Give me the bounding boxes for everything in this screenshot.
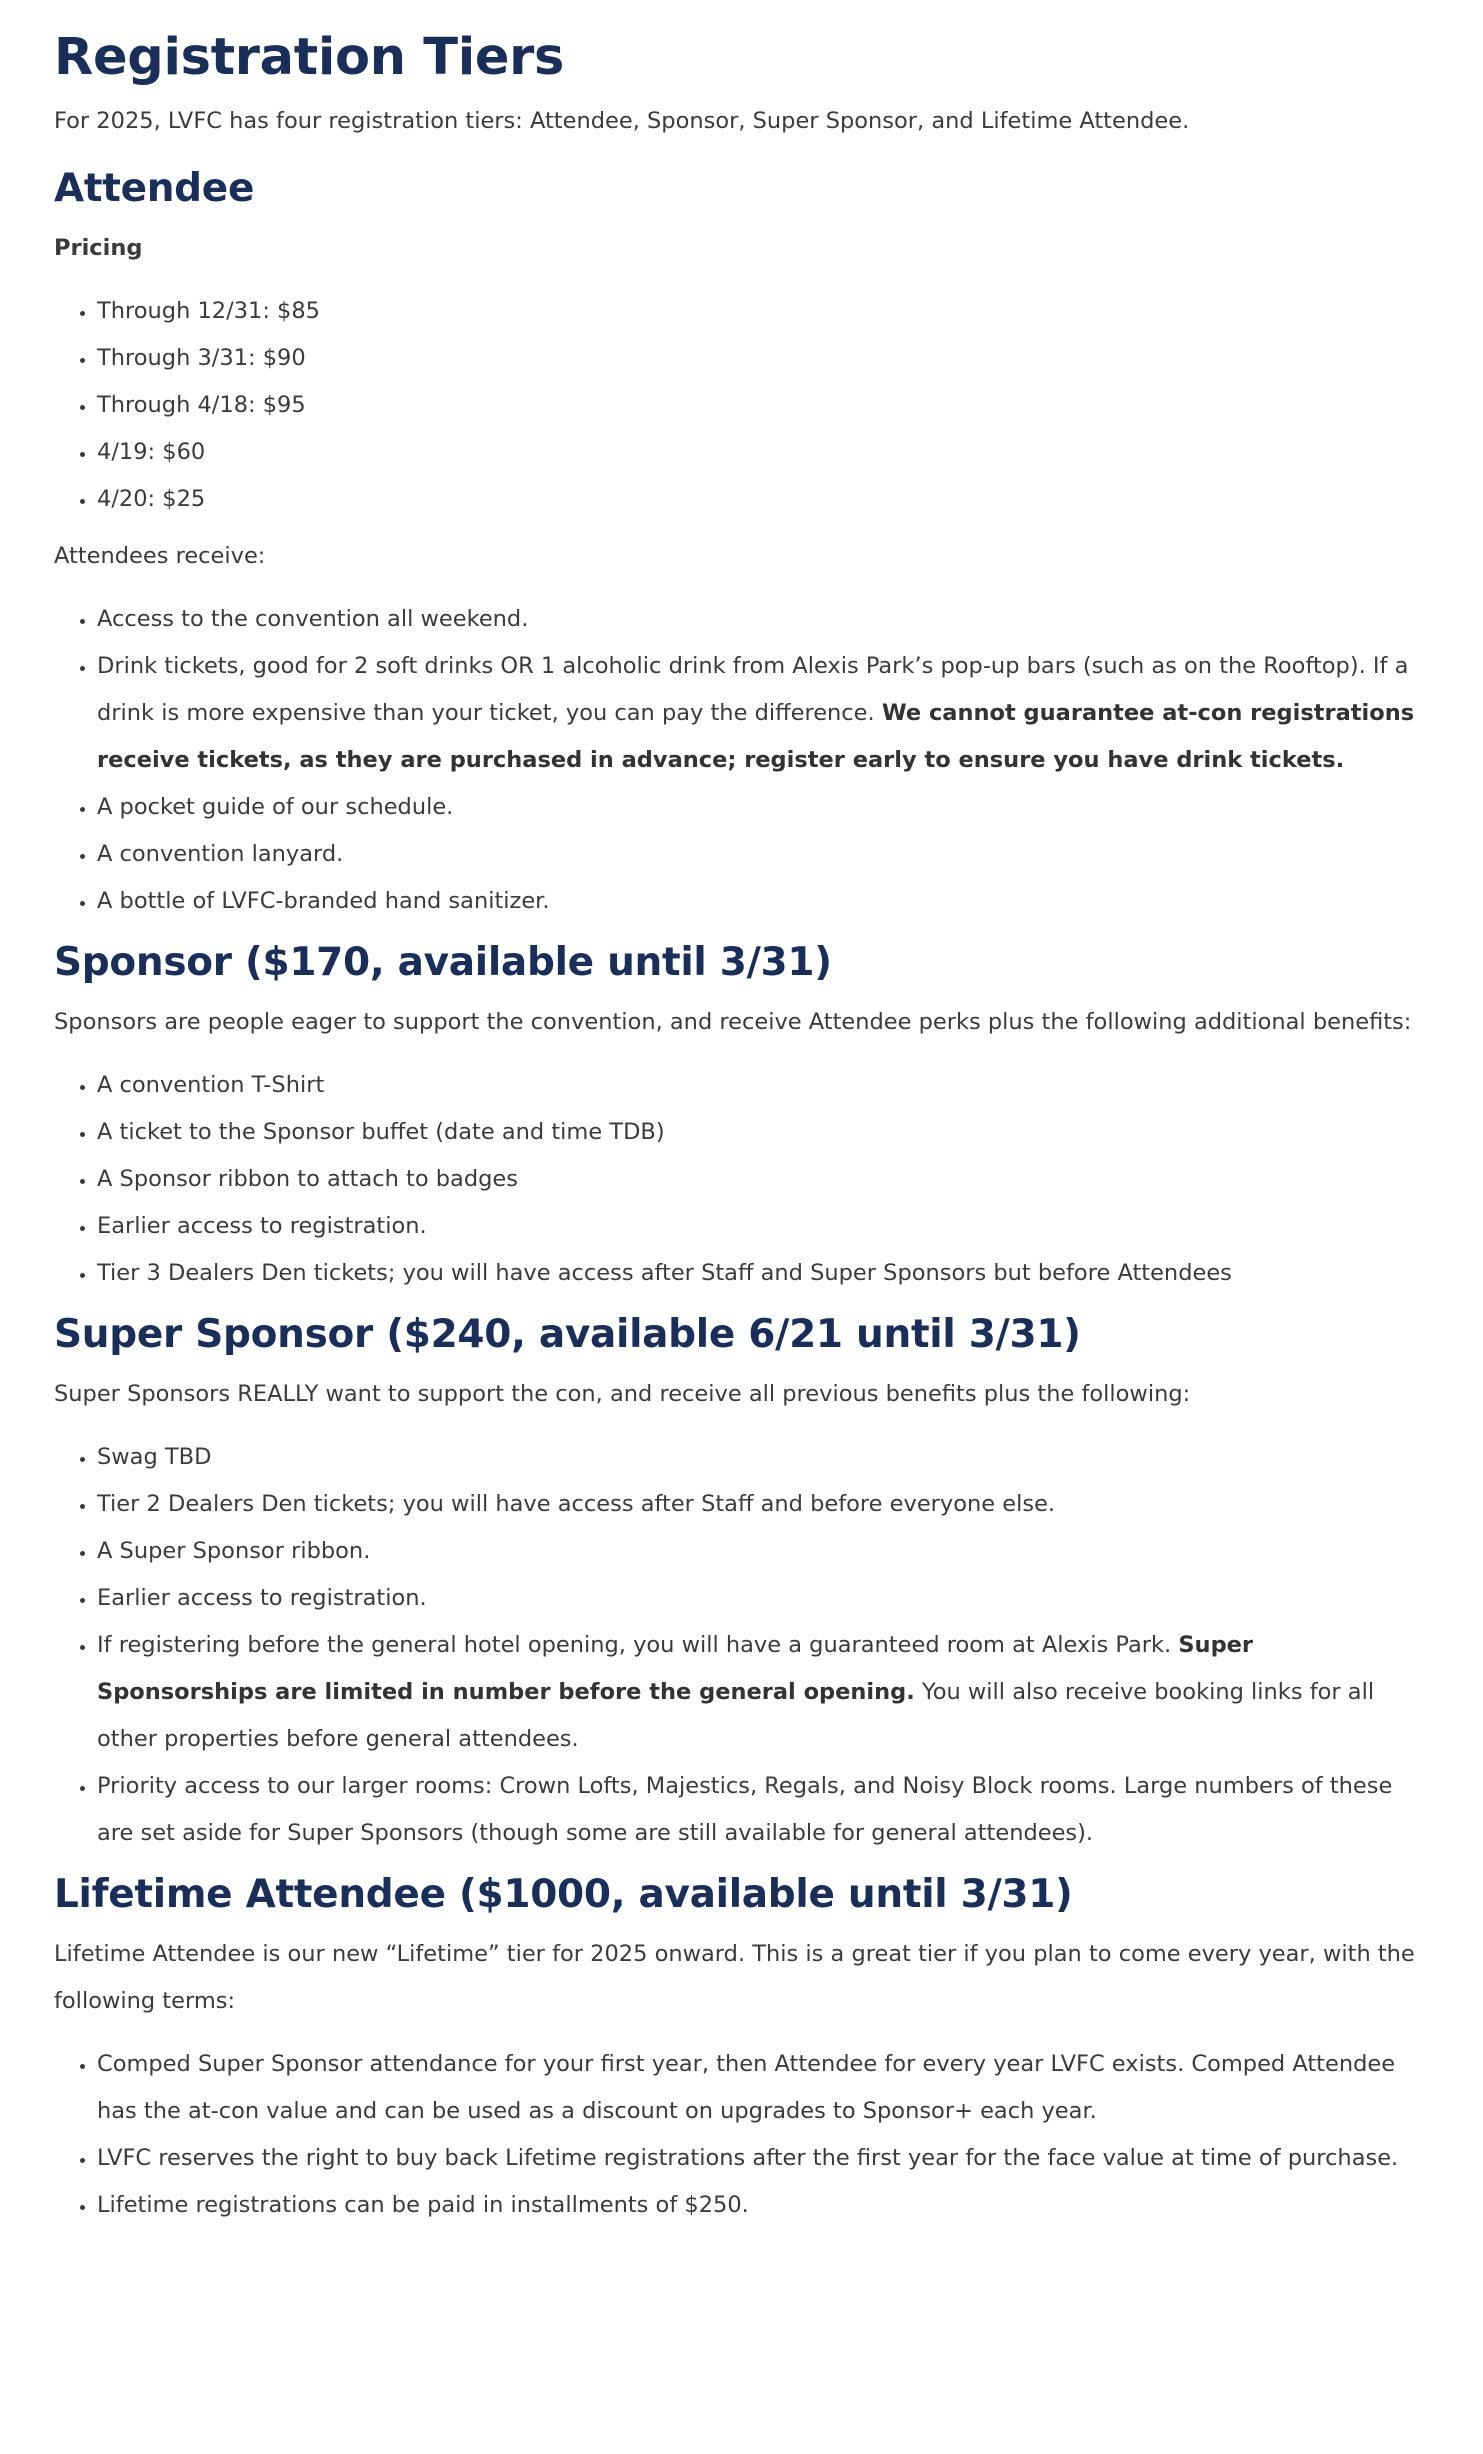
attendee-section	[54, 161, 1429, 925]
lifetime-section	[54, 1867, 1429, 2229]
list-item: • Through 12/31: $85	[97, 288, 1429, 335]
pricing-label: Pricing	[54, 235, 143, 261]
sponsor-section	[54, 935, 1429, 1297]
super-sponsor-heading: Super Sponsor ($240, available 6/21 until 3/31)	[54, 1312, 1081, 1357]
list-item: • Lifetime registrations can be paid in installments of $250.	[97, 2182, 1429, 2229]
list-item: • LVFC reserves the right to buy back Lifetime registrations after the first year for the face value at time of purchase.	[97, 2135, 1429, 2182]
super-sponsor-section	[54, 1307, 1429, 1857]
list-item: • 4/19: $60	[97, 429, 1429, 476]
list-item: • Earlier access to registration.	[97, 1575, 1429, 1622]
attendee-heading: Attendee	[54, 166, 255, 211]
list-item	[97, 1622, 1429, 1763]
list-item: • A Sponsor ribbon to attach to badges	[97, 1156, 1429, 1203]
list-item: • A Super Sponsor ribbon.	[97, 1528, 1429, 1575]
list-item: • Priority access to our larger rooms: Crown Lofts, Majestics, Regals, and Noisy Block rooms. Large numbers of these are set aside for Super Sponsors (though some are still available for general attendees).	[97, 1763, 1429, 1857]
attendee-price-list	[54, 288, 1429, 523]
list-item: • Earlier access to registration.	[97, 1203, 1429, 1250]
list-item: • Comped Super Sponsor attendance for your first year, then Attendee for every year LVFC exists. Comped Attendee has the at-con value and can be used as a discount on upgrades to Sponsor+ each year.	[97, 2041, 1429, 2135]
attendees-receive-label: Attendees receive:	[54, 543, 266, 569]
hotel-room-text: If registering before the general hotel opening, you will have a guaranteed room at Alexis Park.	[97, 1632, 1179, 1658]
drink-tickets-text: Drink tickets, good for 2 soft drinks OR 1 alcoholic drink from Alexis Park’s pop-up bars (such as on the Rooftop). If a drink is more expensive than your ticket, you can pay the difference.	[97, 653, 1409, 726]
drink-tickets-warning: We cannot guarantee at-con registrations receive tickets, as they are purchased in advance; register early to ensure you have drink tickets.	[97, 700, 1415, 773]
attendee-benefit-list	[54, 596, 1429, 925]
list-item: • Through 3/31: $90	[97, 335, 1429, 382]
lifetime-heading: Lifetime Attendee ($1000, available until 3/31)	[54, 1872, 1073, 1917]
list-item: • Access to the convention all weekend.	[97, 596, 1429, 643]
list-item: • Tier 2 Dealers Den tickets; you will have access after Staff and before everyone else.	[97, 1481, 1429, 1528]
sponsor-description: Sponsors are people eager to support the convention, and receive Attendee perks plus the following additional benefits:	[54, 1009, 1412, 1035]
sponsor-heading: Sponsor ($170, available until 3/31)	[54, 940, 832, 985]
list-item: • Swag TBD	[97, 1434, 1429, 1481]
list-item: • A convention T-Shirt	[97, 1062, 1429, 1109]
list-item: • 4/20: $25	[97, 476, 1429, 523]
list-item: • Through 4/18: $95	[97, 382, 1429, 429]
list-item: • A pocket guide of our schedule.	[97, 784, 1429, 831]
hotel-room-tail-text: You will also receive booking links for all other properties before general attendees.	[97, 1679, 1375, 1752]
list-item: • A ticket to the Sponsor buffet (date and time TDB)	[97, 1109, 1429, 1156]
list-item	[97, 643, 1429, 784]
list-item: • A convention lanyard.	[97, 831, 1429, 878]
lifetime-description: Lifetime Attendee is our new “Lifetime” tier for 2025 onward. This is a great tier if you plan to come every year, with the following terms:	[54, 1941, 1415, 2014]
super-sponsor-benefit-list	[54, 1434, 1429, 1857]
intro-text: For 2025, LVFC has four registration tiers: Attendee, Sponsor, Super Sponsor, and Lifetime Attendee.	[54, 108, 1190, 134]
list-item: • A bottle of LVFC-branded hand sanitizer.	[97, 878, 1429, 925]
hotel-room-limit-note: Super Sponsorships are limited in number before the general opening.	[97, 1632, 1254, 1705]
sponsor-benefit-list	[54, 1062, 1429, 1297]
page-title: Registration Tiers	[54, 28, 565, 87]
lifetime-benefit-list	[54, 2041, 1429, 2229]
super-sponsor-description: Super Sponsors REALLY want to support the con, and receive all previous benefits plus the following:	[54, 1381, 1191, 1407]
list-item: • Tier 3 Dealers Den tickets; you will have access after Staff and Super Sponsors but before Attendees	[97, 1250, 1429, 1297]
